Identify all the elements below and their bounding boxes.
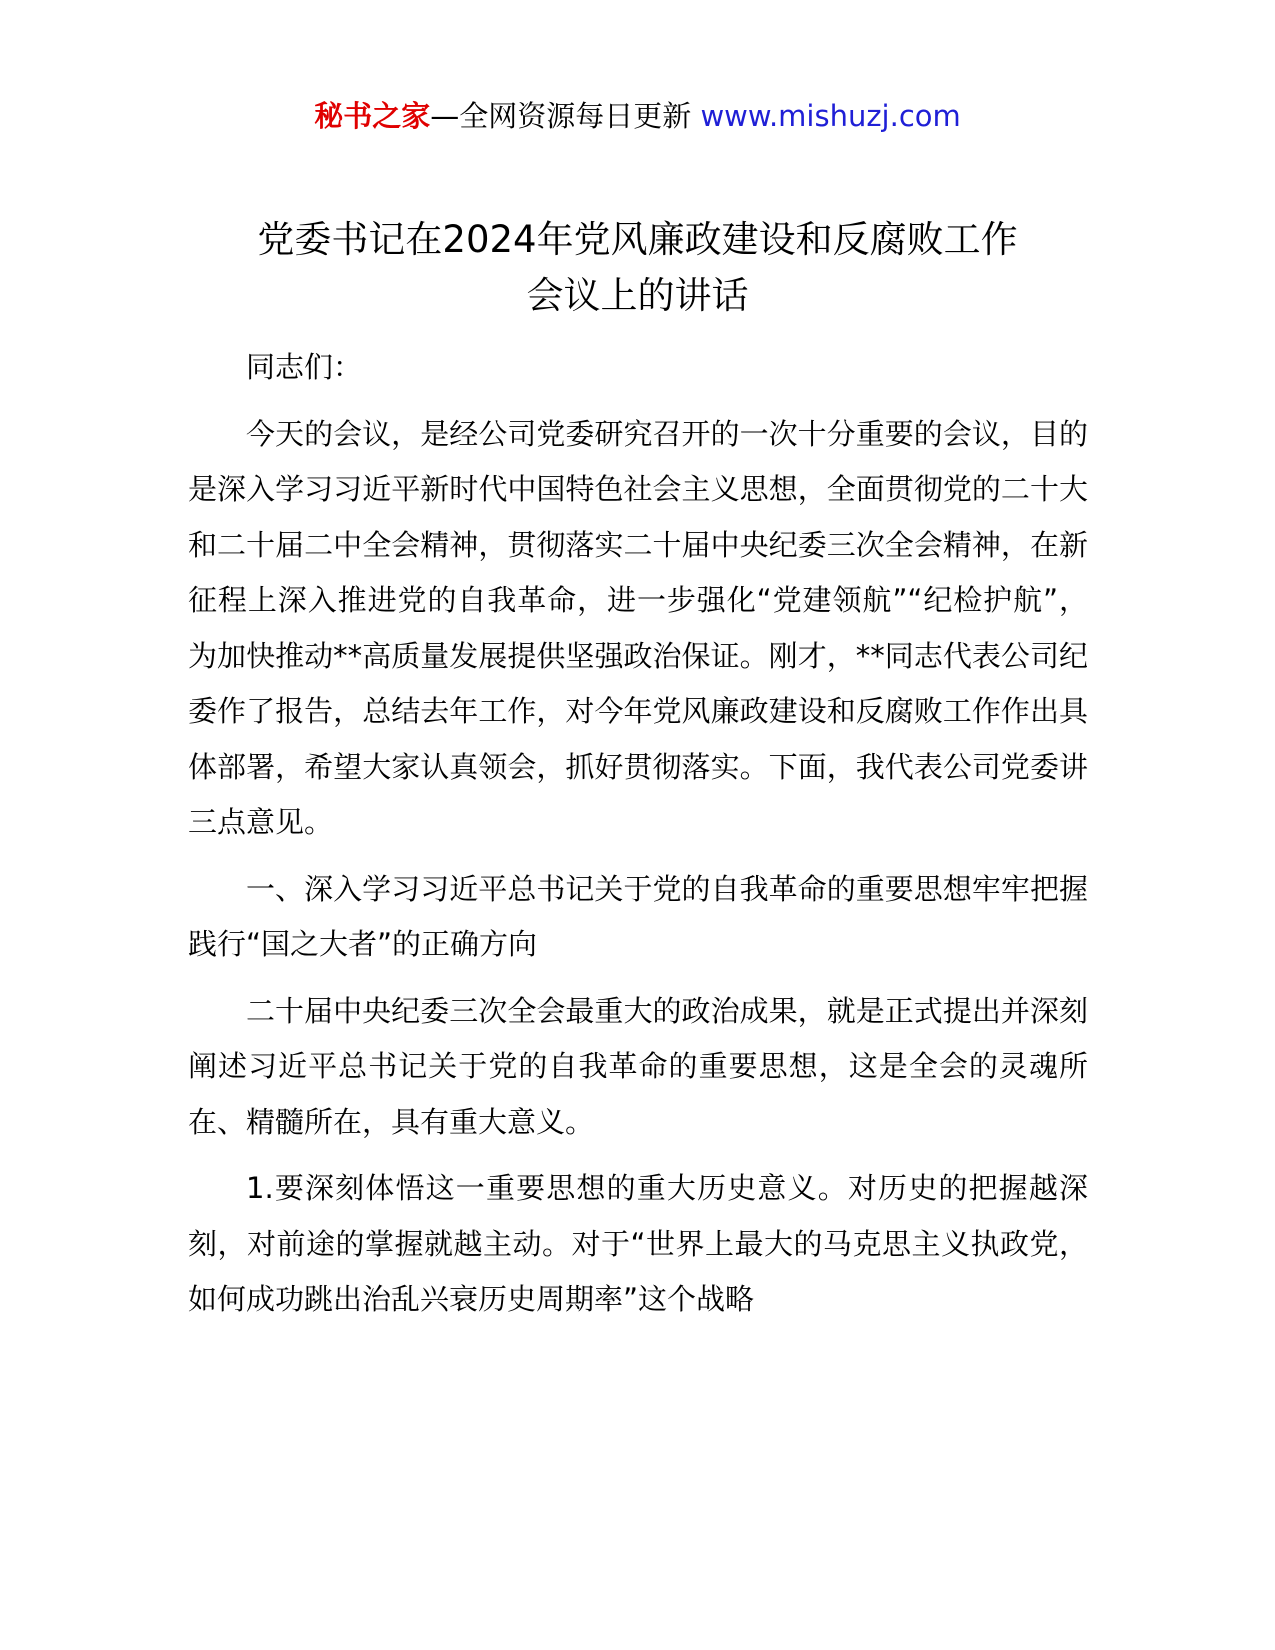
title-line-1: 党委书记在2024年党风廉政建设和反腐败工作 xyxy=(257,218,1018,261)
section-heading-1: 一、深入学习习近平总书记关于党的自我革命的重要思想牢牢把握践行“国之大者”的正确方向 xyxy=(188,871,1088,961)
paragraph-intro: 今天的会议，是经公司党委研究召开的一次十分重要的会议，目的是深入学习习近平新时代中国特色社会主义思想，全面贯彻党的二十大和二十届二中全会精神，贯彻落实二十届中央纪委三次全会精神，在新征程上深入推进党的自我革命，进一步强化“党建领航”“纪检护航”，为加快推动**高质量发展提供坚强政治保证。刚才，**同志代表公司纪委作了报告，总结去年工作，对今年党风廉政建设和反腐败工作作出具体部署，希望大家认真领会，抓好贯彻落实。下面，我代表公司党委讲三点意见。 xyxy=(188,416,1088,839)
paragraph-section-1: 二十届中央纪委三次全会最重大的政治成果，就是正式提出并深刻阐述习近平总书记关于党的自我革命的重要思想，这是全会的灵魂所在、精髓所在，具有重大意义。 xyxy=(188,993,1088,1139)
site-url-link[interactable]: www.mishuzj.com xyxy=(700,99,961,133)
document-title xyxy=(150,212,1125,324)
header-tagline: —全网资源每日更新 xyxy=(430,99,701,133)
document-body xyxy=(188,340,1088,1328)
title-line-2: 会议上的讲话 xyxy=(526,274,749,317)
site-header xyxy=(0,96,1275,136)
paragraph-point-1: 1.要深刻体悟这一重要思想的重大历史意义。对历史的把握越深刻，对前途的掌握就越主动。对于“世界上最大的马克思主义执政党，如何成功跳出治乱兴衰历史周期率”这个战略 xyxy=(188,1171,1088,1316)
brand-name: 秘书之家 xyxy=(314,99,431,133)
salutation: 同志们： xyxy=(246,350,363,384)
